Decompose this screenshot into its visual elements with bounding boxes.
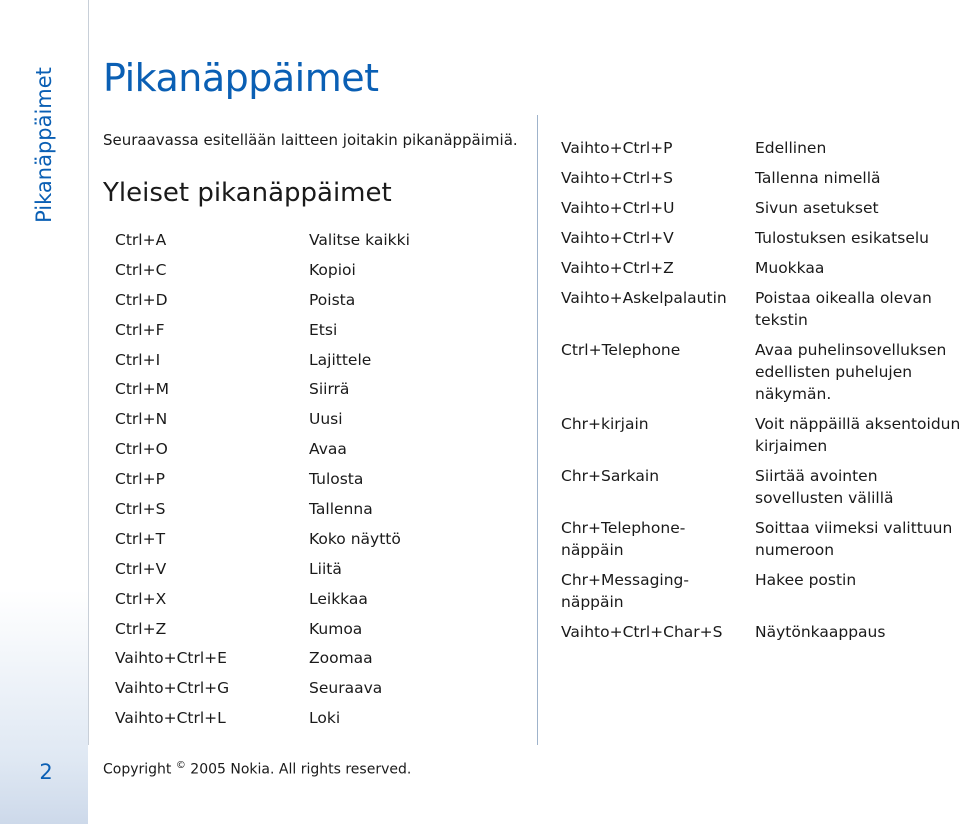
shortcut-key: Vaihto+Ctrl+L xyxy=(115,709,226,728)
shortcut-row xyxy=(103,619,529,649)
shortcut-action: Tulosta xyxy=(309,470,364,489)
shortcut-action: Seuraava xyxy=(309,679,383,698)
shortcut-row xyxy=(561,339,960,405)
shortcut-row xyxy=(561,167,960,189)
shortcut-row xyxy=(103,499,529,529)
copyright-prefix: Copyright xyxy=(103,761,176,778)
shortcut-key: Ctrl+A xyxy=(115,231,167,249)
shortcut-row xyxy=(103,230,529,260)
shortcut-row xyxy=(103,409,529,439)
shortcut-key: Vaihto+Ctrl+E xyxy=(115,649,227,668)
shortcut-action: Koko näyttö xyxy=(309,529,401,548)
shortcut-key: Vaihto+Ctrl+P xyxy=(561,139,673,157)
side-chapter-title-text: Pikanäppäimet xyxy=(32,67,57,223)
shortcut-action: Sivun asetukset xyxy=(755,199,879,217)
shortcut-row xyxy=(103,290,529,320)
shortcut-key: Ctrl+Telephone xyxy=(561,341,681,359)
shortcut-row xyxy=(561,137,960,159)
shortcut-key: Ctrl+T xyxy=(115,529,166,548)
shortcut-row xyxy=(103,708,529,738)
shortcut-row xyxy=(103,320,529,350)
shortcut-action: Siirtää avointen sovellusten välillä xyxy=(755,467,894,507)
shortcut-row xyxy=(561,569,960,613)
shortcut-key: Ctrl+S xyxy=(115,500,166,519)
shortcut-key: Chr+Messaging-näppäin xyxy=(561,571,689,611)
shortcut-action: Tallenna nimellä xyxy=(755,169,881,187)
shortcut-row xyxy=(561,465,960,509)
copyright-footer xyxy=(103,760,411,778)
shortcut-row xyxy=(561,287,960,331)
margin-rule xyxy=(88,0,89,745)
column-divider xyxy=(537,115,538,745)
shortcut-key: Ctrl+V xyxy=(115,559,167,578)
shortcut-action: Edellinen xyxy=(755,139,827,157)
shortcut-action: Avaa xyxy=(309,440,347,459)
shortcut-action: Hakee postin xyxy=(755,571,857,589)
shortcut-action: Soittaa viimeksi valittuun numeroon xyxy=(755,519,953,559)
shortcut-action: Muokkaa xyxy=(755,259,825,277)
shortcut-key: Vaihto+Ctrl+Char+S xyxy=(561,623,723,641)
intro-text: Seuraavassa esitellään laitteen joitakin pikanäppäimiä. xyxy=(103,131,518,149)
shortcut-row xyxy=(103,260,529,290)
shortcut-row xyxy=(103,439,529,469)
page-number: 2 xyxy=(39,760,53,784)
shortcut-row xyxy=(561,257,960,279)
shortcut-row xyxy=(561,621,960,643)
shortcut-action: Valitse kaikki xyxy=(309,231,410,249)
shortcut-row xyxy=(561,197,960,219)
shortcut-action: Tulostuksen esikatselu xyxy=(755,229,929,247)
shortcut-key: Ctrl+M xyxy=(115,380,169,399)
shortcut-action: Voit näppäillä aksentoidun kirjaimen xyxy=(755,415,960,455)
shortcut-key: Vaihto+Ctrl+S xyxy=(561,169,673,187)
shortcut-key: Ctrl+Z xyxy=(115,619,167,638)
shortcut-action: Loki xyxy=(309,709,341,728)
copyright-suffix: 2005 Nokia. All rights reserved. xyxy=(185,761,412,778)
shortcut-action: Leikkaa xyxy=(309,589,368,608)
shortcut-row xyxy=(561,413,960,457)
section-title: Yleiset pikanäppäimet xyxy=(103,178,392,208)
shortcut-action: Siirrä xyxy=(309,380,350,399)
shortcut-key: Ctrl+C xyxy=(115,260,167,279)
shortcut-action: Etsi xyxy=(309,320,338,339)
shortcut-key: Ctrl+D xyxy=(115,290,168,309)
shortcut-row xyxy=(103,379,529,409)
shortcut-key: Ctrl+I xyxy=(115,350,161,369)
shortcut-row xyxy=(103,350,529,380)
shortcut-key: Vaihto+Ctrl+U xyxy=(561,199,675,217)
shortcut-action: Lajittele xyxy=(309,350,372,369)
shortcut-key: Vaihto+Ctrl+Z xyxy=(561,259,674,277)
shortcut-key: Ctrl+P xyxy=(115,470,165,489)
shortcut-key: Chr+kirjain xyxy=(561,415,649,433)
shortcut-row xyxy=(561,227,960,249)
shortcut-key: Ctrl+N xyxy=(115,410,168,429)
shortcut-action: Liitä xyxy=(309,559,342,578)
shortcut-key: Vaihto+Ctrl+G xyxy=(115,679,230,698)
copyright-symbol: © xyxy=(175,760,186,771)
shortcut-key: Vaihto+Askelpalautin xyxy=(561,289,727,307)
shortcut-action: Zoomaa xyxy=(309,649,373,668)
shortcut-action: Tallenna xyxy=(309,500,373,519)
shortcut-action: Näytönkaappaus xyxy=(755,623,886,641)
shortcut-row xyxy=(103,529,529,559)
shortcut-row xyxy=(103,678,529,708)
shortcut-action: Poistaa oikealla olevan tekstin xyxy=(755,289,932,329)
shortcut-key: Vaihto+Ctrl+V xyxy=(561,229,674,247)
shortcut-list-right xyxy=(561,137,960,651)
shortcut-key: Ctrl+F xyxy=(115,320,165,339)
shortcut-action: Avaa puhelinsovelluksen edellisten puhelujen näkymän. xyxy=(755,341,947,403)
shortcut-action: Poista xyxy=(309,290,356,309)
side-chapter-title xyxy=(24,60,64,230)
shortcut-row xyxy=(561,517,960,561)
shortcut-key: Ctrl+X xyxy=(115,589,167,608)
shortcut-list-left xyxy=(103,230,529,738)
shortcut-row xyxy=(103,589,529,619)
shortcut-row xyxy=(103,559,529,589)
shortcut-action: Kumoa xyxy=(309,619,363,638)
shortcut-row xyxy=(103,648,529,678)
shortcut-key: Chr+Sarkain xyxy=(561,467,660,485)
shortcut-action: Uusi xyxy=(309,410,343,429)
shortcut-key: Ctrl+O xyxy=(115,440,168,459)
shortcut-row xyxy=(103,469,529,499)
shortcut-key: Chr+Telephone-näppäin xyxy=(561,519,686,559)
page-title: Pikanäppäimet xyxy=(103,56,379,100)
shortcut-action: Kopioi xyxy=(309,260,356,279)
